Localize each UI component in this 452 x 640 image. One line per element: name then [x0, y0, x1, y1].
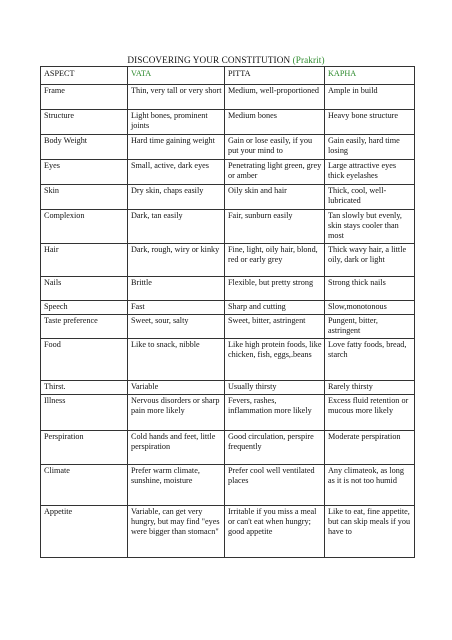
table-row [41, 464, 415, 505]
vata-cell: Dry skin, chaps easily [128, 184, 225, 209]
aspect-cell: Perspiration [41, 430, 128, 464]
table-row [41, 209, 415, 243]
vata-cell: Hard time gaining weight [128, 134, 225, 159]
vata-cell: Small, active, dark eyes [128, 159, 225, 184]
kapha-cell: Heavy bone structure [325, 109, 415, 134]
title-main: DISCOVERING YOUR CONSTITUTION [127, 55, 291, 65]
aspect-cell: Complexion [41, 209, 128, 243]
header-aspect: ASPECT [41, 67, 128, 85]
pitta-cell: Like high protein foods, like chicken, fish, eggs,.beans [225, 338, 325, 380]
pitta-cell: Medium, well-proportioned [225, 84, 325, 109]
constitution-table [40, 66, 415, 558]
kapha-cell: Love fatty foods, bread, starch [325, 338, 415, 380]
pitta-cell: Penetrating light green, grey or amber [225, 159, 325, 184]
vata-cell: Like to snack, nibble [128, 338, 225, 380]
table-row [41, 380, 415, 394]
aspect-cell: Frame [41, 84, 128, 109]
kapha-cell: Strong thick nails [325, 276, 415, 300]
pitta-cell: Flexible, but pretty strong [225, 276, 325, 300]
vata-cell: Variable, can get very hungry, but may find "eyes were bigger than stomacn" [128, 505, 225, 557]
kapha-cell: Thick wavy hair, a little oily, dark or light [325, 243, 415, 276]
pitta-cell: Oily skin and hair [225, 184, 325, 209]
kapha-cell: Ample in build [325, 84, 415, 109]
header-row [41, 67, 415, 85]
table-row [41, 430, 415, 464]
vata-cell: Thin, very tall or very short [128, 84, 225, 109]
kapha-cell: Pungent, bitter, astringent [325, 314, 415, 338]
header-pitta: PITTA [225, 67, 325, 85]
table-row [41, 243, 415, 276]
aspect-cell: Body Weight [41, 134, 128, 159]
pitta-cell: Usually thirsty [225, 380, 325, 394]
pitta-cell: Gain or lose easily, if you put your mind to [225, 134, 325, 159]
table-row [41, 276, 415, 300]
pitta-cell: Medium bones [225, 109, 325, 134]
header-vata: VATA [128, 67, 225, 85]
header-kapha: KAPHA [325, 67, 415, 85]
aspect-cell: Food [41, 338, 128, 380]
table-row [41, 314, 415, 338]
table-row [41, 109, 415, 134]
aspect-cell: Appetite [41, 505, 128, 557]
pitta-cell: Good circulation, perspire frequently [225, 430, 325, 464]
table-row [41, 159, 415, 184]
aspect-cell: Thirst. [41, 380, 128, 394]
kapha-cell: Gain easily, hard time losing [325, 134, 415, 159]
title-sub: (Prakrit) [292, 55, 325, 65]
kapha-cell: Rarely thirsty [325, 380, 415, 394]
pitta-cell: Prefer cool well ventilated places [225, 464, 325, 505]
kapha-cell: Like to eat, fine appetite, but can skip meals if you have to [325, 505, 415, 557]
pitta-cell: Fevers, rashes, inflammation more likely [225, 394, 325, 430]
vata-cell: Cold hands and feet, little perspiration [128, 430, 225, 464]
document-title [0, 55, 452, 65]
vata-cell: Variable [128, 380, 225, 394]
table-row [41, 338, 415, 380]
aspect-cell: Skin [41, 184, 128, 209]
pitta-cell: Sweet, bitter, astringent [225, 314, 325, 338]
aspect-cell: Eyes [41, 159, 128, 184]
table-row [41, 505, 415, 557]
aspect-cell: Structure [41, 109, 128, 134]
kapha-cell: Tan slowly but evenly, skin stays cooler than most [325, 209, 415, 243]
aspect-cell: Illness [41, 394, 128, 430]
kapha-cell: Slow,monotonous [325, 300, 415, 314]
vata-cell: Dark, rough, wiry or kinky [128, 243, 225, 276]
pitta-cell: Fair, sunburn easily [225, 209, 325, 243]
vata-cell: Sweet, sour, salty [128, 314, 225, 338]
vata-cell: Nervous disorders or sharp pain more likely [128, 394, 225, 430]
kapha-cell: Any climateok, as long as it is not too humid [325, 464, 415, 505]
aspect-cell: Climate [41, 464, 128, 505]
vata-cell: Fast [128, 300, 225, 314]
table-row [41, 134, 415, 159]
table-row [41, 394, 415, 430]
aspect-cell: Taste preference [41, 314, 128, 338]
kapha-cell: Excess fluid retention or mucous more likely [325, 394, 415, 430]
table-row [41, 300, 415, 314]
table-row [41, 84, 415, 109]
pitta-cell: Fine, light, oily hair, blond, red or early grey [225, 243, 325, 276]
vata-cell: Prefer warm climate, sunshine, moisture [128, 464, 225, 505]
vata-cell: Light bones, prominent joints [128, 109, 225, 134]
pitta-cell: Sharp and cutting [225, 300, 325, 314]
pitta-cell: Irritable if you miss a meal or can't eat when hungry; good appetite [225, 505, 325, 557]
kapha-cell: Large attractive eyes thick eyelashes [325, 159, 415, 184]
kapha-cell: Thick, cool, well-lubricated [325, 184, 415, 209]
kapha-cell: Moderate perspiration [325, 430, 415, 464]
table-row [41, 184, 415, 209]
aspect-cell: Speech [41, 300, 128, 314]
aspect-cell: Hair [41, 243, 128, 276]
aspect-cell: Nails [41, 276, 128, 300]
vata-cell: Brittle [128, 276, 225, 300]
vata-cell: Dark, tan easily [128, 209, 225, 243]
